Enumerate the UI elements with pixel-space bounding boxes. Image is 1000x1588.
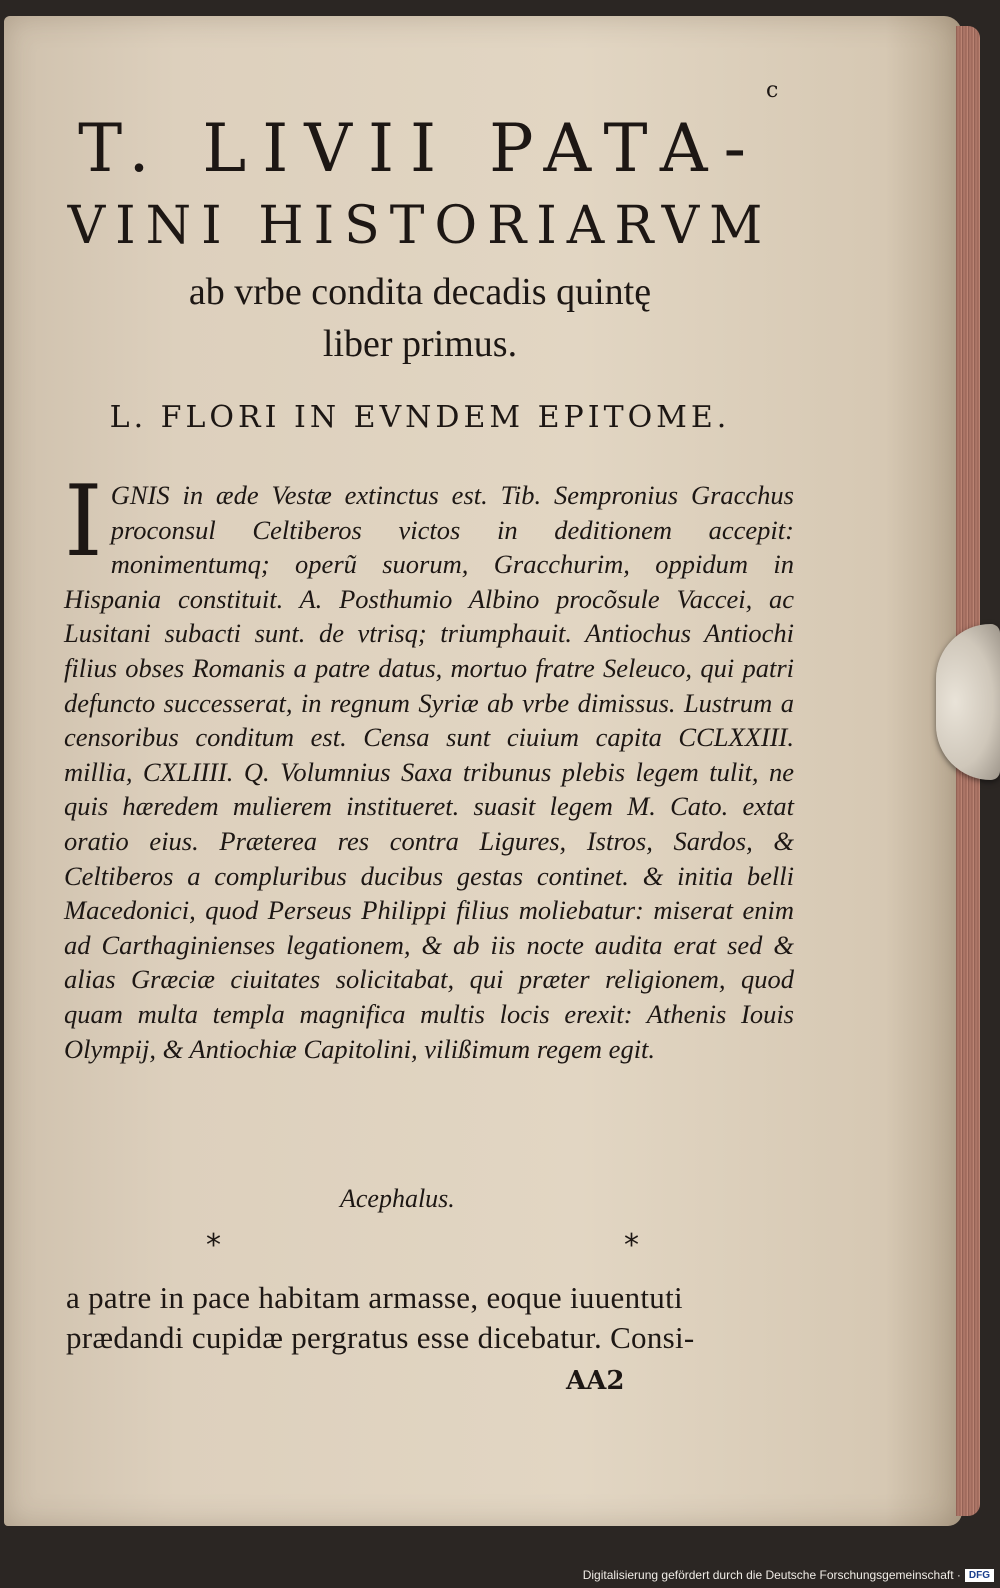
title-line-3: ab vrbe condita decadis quintę (188, 271, 652, 313)
acephalus-note: Acephalus. (340, 1184, 455, 1213)
asterisk-left: * (206, 1228, 221, 1263)
drop-cap: I (64, 465, 103, 579)
dfg-logo: DFG (965, 1569, 994, 1582)
text-line-2: prædandi cupidæ pergratus esse dicebatur. Consi- (66, 1320, 695, 1355)
epitome-body (64, 465, 794, 1066)
signature-top-mark: c (766, 78, 779, 103)
epitome-heading: L. FLORI IN EVNDEM EPITOME. (109, 400, 731, 435)
asterisk-right: * (624, 1228, 639, 1263)
signature-mark: AA2 (566, 1366, 625, 1396)
footer-credit (583, 1568, 994, 1582)
page-clip (936, 624, 1000, 780)
title-line-4: liber primus. (322, 323, 518, 365)
title-line-2: VINI HISTORIARVM (67, 196, 773, 256)
footer-text: Digitalisierung gefördert durch die Deutsche Forschungsgemeinschaft · (582, 1568, 961, 1582)
epitome-text: GNIS in æde Vestæ extinctus est. Tib. Sempronius Gracchus proconsul Celtiberos victos in deditionem accepit: monimentumq; operũ suorum, Gracchurim, oppidum in Hispania constituit. A. Posthumio Albino procõsule Vaccei, ac Lusitani subacti sunt. de vtrisq; triumphauit. Antiochus Antiochi filius obses Romanis a patre datus, mortuo fratre Seleuco, qui patri defuncto successerat, in regnum Syriæ ab vrbe dimissus. Lustrum a censoribus conditum est. Censa sunt ciuium capita CCLXXIII. millia, CXLIIII. Q. Volumnius Saxa tribunus plebis legem tulit, ne quis hæredem mulierem institueret. suasit legem M. Cato. extat oratio eius. Præterea res contra Ligures, Istros, Sardos, & Celtiberos a compluribus ducibus gestas continet. & initia belli Macedonici, quod Perseus Philippi filius moliebatur: miserat enim ad Carthaginienses legationem, & ab iis nocte audita erat sed & alias Græciæ ciuitates solicitabat, qui præter religionem, quod quam multa templa magnifica multis locis erexit: Athenis Iouis Olympij, & Antiochiæ Capitolini, vilißimum regem egit. (64, 480, 794, 1064)
text-line-1: a patre in pace habitam armasse, eoque iuuentuti (66, 1280, 683, 1315)
title-line-1: T. LIVII PATA- (78, 110, 762, 187)
